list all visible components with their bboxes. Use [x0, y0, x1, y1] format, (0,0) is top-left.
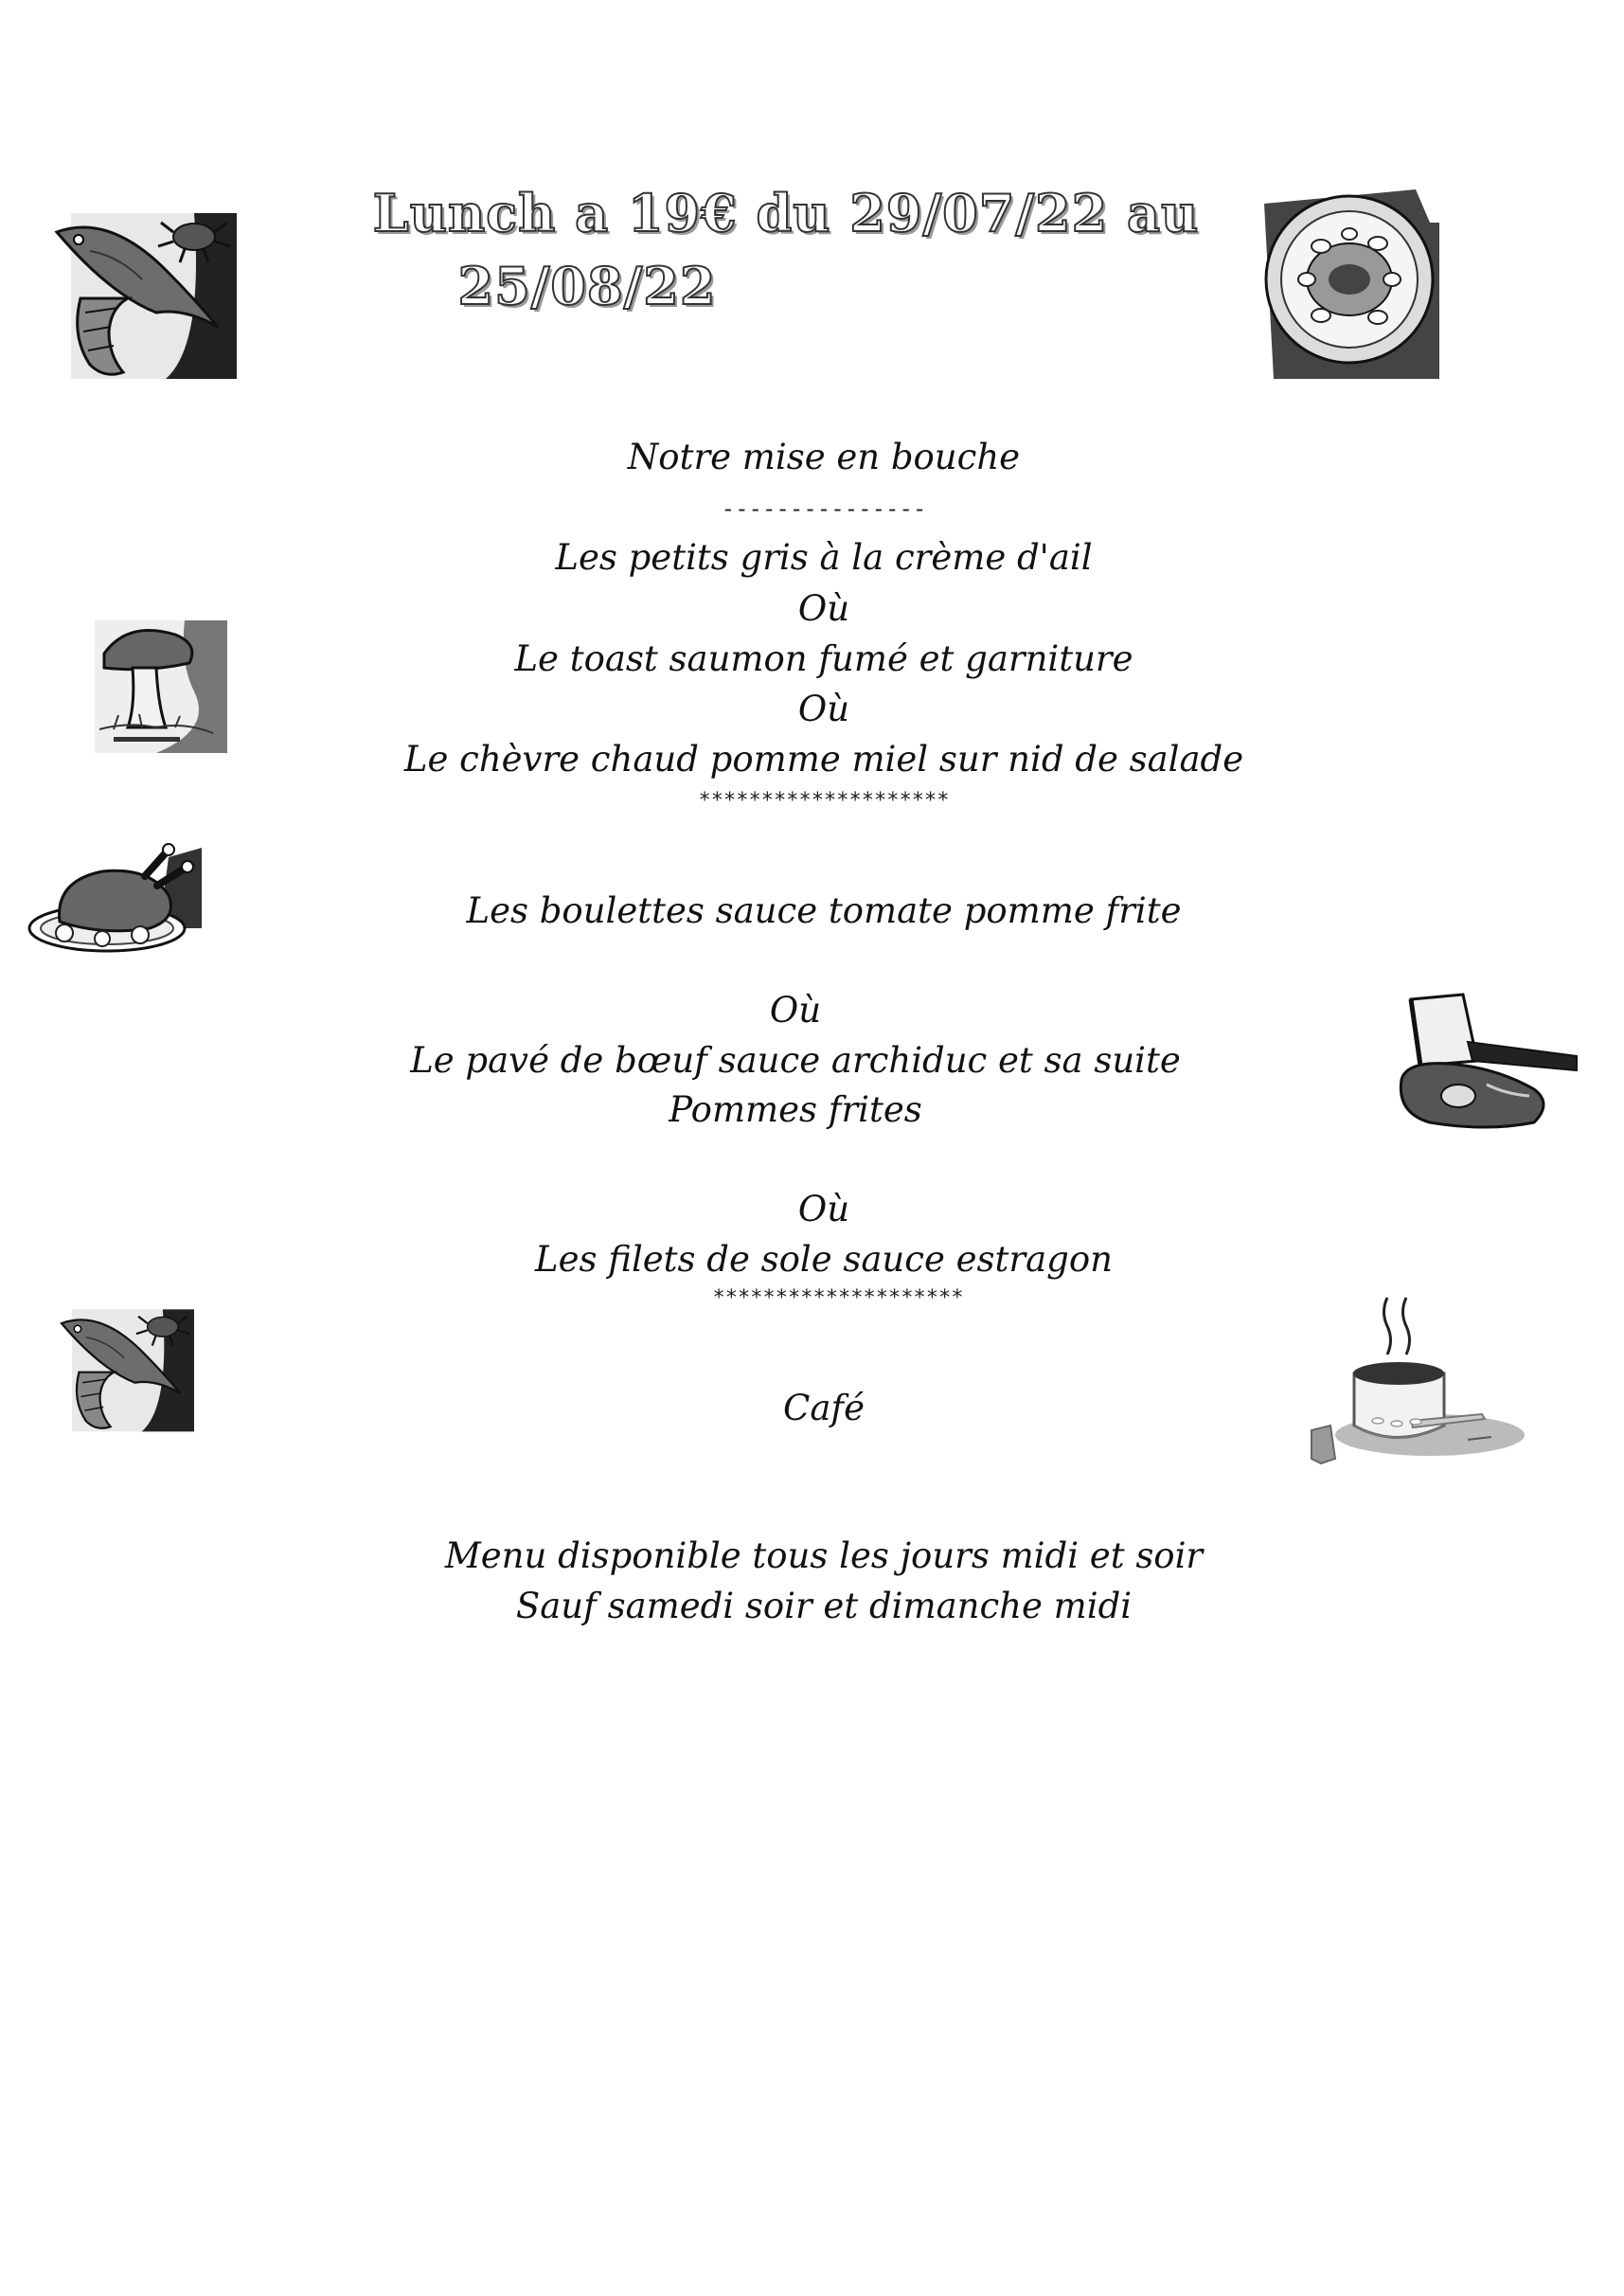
- menu-title-line-2: 25/08/22: [457, 256, 717, 316]
- dash-separator: ---------------: [721, 495, 927, 522]
- dessert-item: Café: [783, 1388, 865, 1428]
- starter-item-2: Le toast saumon fumé et garniture: [514, 638, 1133, 679]
- main-item-1: Les boulettes sauce tomate pomme frite: [466, 890, 1182, 931]
- starter-item-3: Le chèvre chaud pomme miel sur nid de salade: [403, 739, 1244, 780]
- roast-chicken-icon: [27, 838, 206, 957]
- availability-line-1: Menu disponible tous les jours midi et soir: [444, 1535, 1204, 1576]
- fish-crab-shrimp-icon: [52, 204, 241, 384]
- or-divider-1: Où: [797, 588, 850, 629]
- main-item-2: Le pavé de bœuf sauce archiduc et sa suite: [410, 1040, 1181, 1081]
- paella-plate-icon: [1255, 185, 1444, 384]
- mushroom-icon: [90, 616, 232, 758]
- star-separator-1: ********************: [698, 789, 950, 813]
- fish-crab-shrimp-icon: [52, 1302, 204, 1435]
- coffee-cup-icon: [1297, 1293, 1525, 1473]
- or-divider-3: Où: [769, 990, 822, 1031]
- or-divider-2: Où: [797, 689, 850, 729]
- star-separator-2: ********************: [712, 1286, 964, 1310]
- starter-item-1: Les petits gris à la crème d'ail: [555, 537, 1093, 578]
- menu-title-line-1: Lunch a 19€ du 29/07/22 au: [372, 183, 1200, 243]
- availability-line-2: Sauf samedi soir et dimanche midi: [515, 1586, 1133, 1626]
- or-divider-4: Où: [797, 1189, 850, 1229]
- starter-intro: Notre mise en bouche: [627, 437, 1021, 477]
- main-item-3: Les filets de sole sauce estragon: [535, 1239, 1113, 1280]
- meat-cleaver-icon: [1392, 990, 1581, 1137]
- main-item-2-side: Pommes frites: [669, 1089, 922, 1130]
